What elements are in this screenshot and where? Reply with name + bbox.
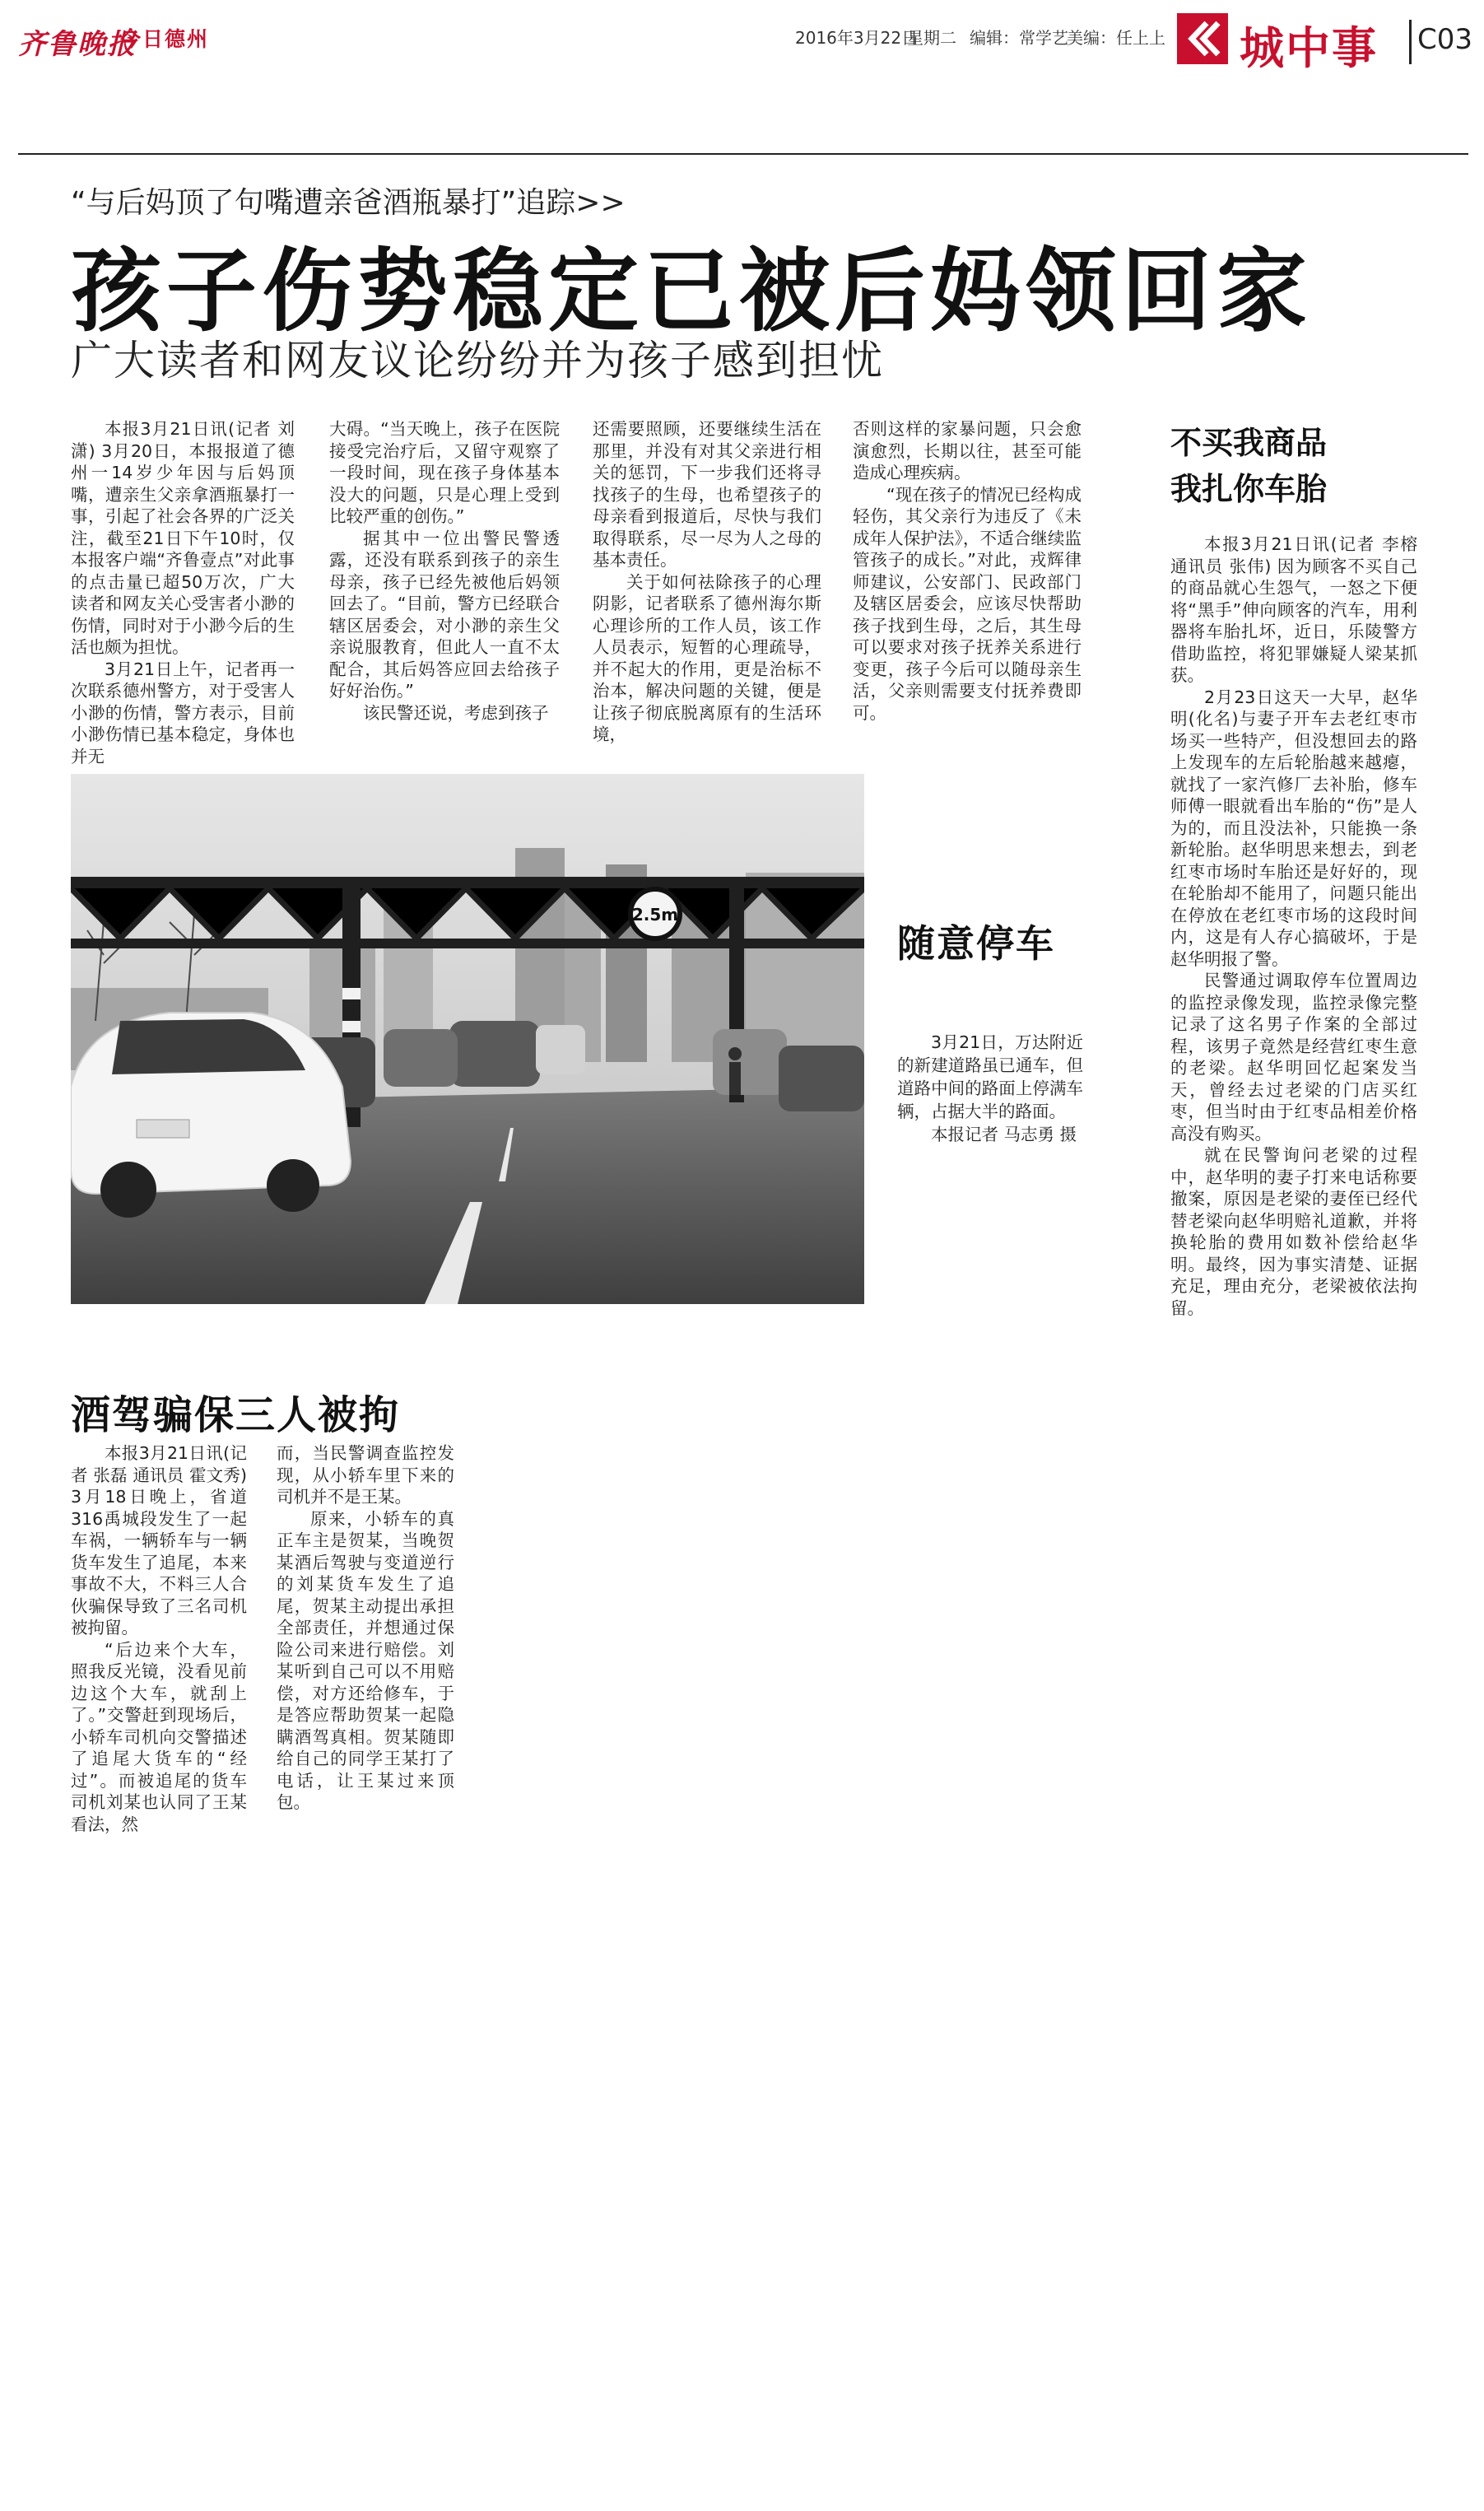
lead-column-1 bbox=[71, 418, 295, 767]
paragraph: 据其中一位出警民警透露，还没有联系到孩子的亲生母亲，孩子已经先被他后妈领回去了。“目前，警方已经联合辖区居委会，对小渺的亲生父亲说服教育，但此人一直不太配合，其后妈答应回去给孩子好好治伤。” bbox=[329, 528, 560, 701]
lead-column-4 bbox=[853, 418, 1082, 724]
paragraph: 本报3月21日讯(记者 张磊 通讯员 霍文秀) 3月18日晚上，省道316禹城段发生了一起车祸，一辆轿车与一辆货车发生了追尾，本来事故不大，不料三人合伙骗保导致了三名司机被拘留。 bbox=[71, 1443, 247, 1638]
paragraph: 还需要照顾，还要继续生活在那里，并没有对其父亲进行相关的惩罚，下一步我们还将寻找孩子的生母，也希望孩子的母亲看到报道后，尽快与我们取得联系，尽一尽为人之母的基本责任。 bbox=[593, 419, 821, 570]
drunk-column-1 bbox=[71, 1442, 247, 1835]
tire-story-body bbox=[1170, 533, 1417, 1319]
paragraph: 本报3月21日讯(记者 刘潇) 3月20日，本报报道了德州一14岁少年因与后妈顶嘴，遭亲生父亲拿酒瓶暴打一事，引起了社会各界的广泛关注，截至21日下午10时，仅本报客户端“齐鲁壹点”对此事的点击量已超50万次，广大读者和网友关心受害者小渺的伤情，同时对于小渺今后的生活也颇为担忧。 bbox=[71, 419, 295, 657]
masthead-logo: 齐鲁晚报 bbox=[18, 28, 137, 61]
paragraph: 本报3月21日讯(记者 李榕 通讯员 张伟) 因为顾客不买自己的商品就心生怨气，一怒之下便将“黑手”伸向顾客的汽车，用利器将车胎扎坏，近日，乐陵警方借助监控，将犯罪嫌疑人梁某抓获。 bbox=[1170, 534, 1417, 685]
paragraph: 否则这样的家暴问题，只会愈演愈烈，长期以往，甚至可能造成心理疾病。 bbox=[853, 419, 1082, 482]
header-divider bbox=[1409, 20, 1412, 64]
header-rule bbox=[18, 153, 1468, 155]
paragraph: 而，当民警调查监控发现，从小轿车里下来的司机并不是王某。 bbox=[277, 1443, 454, 1507]
height-limit-sign-text: 2.5m bbox=[631, 905, 679, 925]
photo-caption: 3月21日，万达附近的新建道路虽已通车，但道路中间的路面上停满车辆，占据大半的路面。 bbox=[897, 1032, 1083, 1121]
drunk-column-2 bbox=[277, 1442, 454, 1814]
photo-credit: 本报记者 马志勇 摄 bbox=[931, 1125, 1077, 1144]
section-title: 城中事 bbox=[1240, 22, 1378, 74]
photo-caption-block bbox=[897, 1031, 1083, 1146]
section-logo-icon bbox=[1177, 13, 1228, 64]
page-number: C03 bbox=[1417, 23, 1473, 56]
paragraph: 原来，小轿车的真正车主是贺某，当晚贺某酒后驾驶与变道逆行的刘某货车发生了追尾，贺某主动提出承担全部责任，并想通过保险公司来进行赔偿。刘某听到自己可以不用赔偿，对方还给修车，于是答应帮助贺某一起隐瞒酒驾真相。贺某随即给自己的同学王某打了电话，让王某过来顶包。 bbox=[277, 1508, 454, 1812]
paragraph: 2月23日这天一大早，赵华明(化名)与妻子开车去老红枣市场买一些特产，但没想回去的路上发现车的左后轮胎越来越瘪，就找了一家汽修厂去补胎，修车师傅一眼就看出车胎的“伤”是人为的，而且没法补，只能换一条新轮胎。赵华明思来想去，到老红枣市场时车胎还是好好的，现在轮胎却不能用了，问题只能出在停放在老红枣市场的这段时间内，这是有人存心搞破坏，于是赵华明报了警。 bbox=[1170, 687, 1417, 969]
lead-column-3 bbox=[593, 418, 821, 746]
paragraph: “后边来个大车，照我反光镜，没看见前边这个大车，就刮上了。”交警赶到现场后，小轿车司机向交警描述了追尾大货车的“经过”。而被追尾的货车司机刘某也认同了王某看法，然 bbox=[71, 1639, 247, 1834]
paragraph: “现在孩子的情况已经构成轻伤，其父亲行为违反了《未成年人保护法》，不适合继续监管孩子的成长。”对此，戎辉律师建议，公安部门、民政部门及辖区居委会，应该尽快帮助孩子找到生母，之后，其生母可以要求对孩子抚养关系进行变更，孩子今后可以随母亲生活，父亲则需要支付抚养费即可。 bbox=[853, 484, 1082, 723]
drunk-headline: 酒驾骗保三人被拘 bbox=[71, 1392, 401, 1438]
issue-date: 2016年3月22日 bbox=[795, 28, 919, 48]
edition-label: 今日德州 bbox=[120, 27, 210, 51]
tire-headline-line2: 我扎你车胎 bbox=[1170, 471, 1328, 507]
paragraph: 该民警还说，考虑到孩子 bbox=[363, 702, 549, 723]
street-photo bbox=[71, 774, 864, 1304]
issue-weekday: 星期二 bbox=[907, 28, 956, 48]
editor-credit: 编辑：常学艺 bbox=[970, 28, 1068, 48]
lead-column-2 bbox=[329, 418, 560, 724]
tire-headline-line1: 不买我商品 bbox=[1170, 425, 1328, 461]
photo-headline: 随意停车 bbox=[897, 921, 1055, 966]
designer-credit: 美编：任上上 bbox=[1067, 28, 1165, 48]
paragraph: 关于如何祛除孩子的心理阴影，记者联系了德州海尔斯心理诊所的工作人员，该工作人员表示，短暂的心理疏导，并不起大的作用，更是治标不治本，解决问题的关键，便是让孩子彻底脱离原有的生活环境， bbox=[593, 571, 821, 744]
paragraph: 大碍。“当天晚上，孩子在医院接受完治疗后，又留守观察了一段时间，现在孩子身体基本没大的问题，只是心理上受到比较严重的创伤。” bbox=[329, 419, 560, 526]
paragraph: 就在民警询问老梁的过程中，赵华明的妻子打来电话称要撤案，原因是老梁的妻侄已经代替老梁向赵华明赔礼道歉，并将换轮胎的费用如数补偿给赵华明。最终，因为事实清楚、证据充足，理由充分，老梁被依法拘留。 bbox=[1170, 1145, 1417, 1318]
lead-headline: 孩子伤势稳定已被后妈领回家 bbox=[71, 239, 1312, 344]
lead-kicker: “与后妈顶了句嘴遭亲爸酒瓶暴打”追踪>> bbox=[71, 186, 626, 220]
lead-subhead: 广大读者和网友议论纷纷并为孩子感到担忧 bbox=[71, 337, 884, 384]
paragraph: 民警通过调取停车位置周边的监控录像发现，监控录像完整记录了这名男子作案的全部过程，该男子竟然是经营红枣生意的老梁。赵华明回忆起案发当天，曾经去过老梁的门店买红枣，但当时由于红枣品相差价格高没有购买。 bbox=[1170, 971, 1417, 1144]
paragraph: 3月21日上午，记者再一次联系德州警方，对于受害人小渺的伤情，警方表示，目前小渺伤情已基本稳定，身体也并无 bbox=[71, 659, 295, 766]
